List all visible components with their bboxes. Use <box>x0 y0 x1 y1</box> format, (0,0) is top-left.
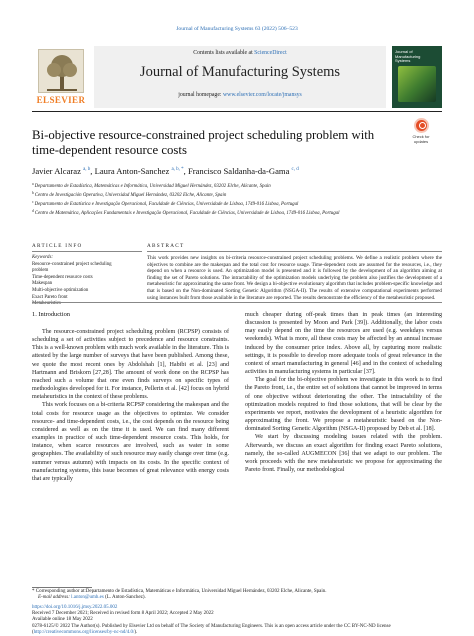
article-title-line-1: Bi-objective resource-constrained project scheduling problem with <box>32 128 375 142</box>
journal-cover-thumbnail[interactable] <box>392 46 442 108</box>
affiliation-mark: a <box>32 182 34 186</box>
received-dates: Received 7 December 2021; Received in revised form 8 April 2022; Accepted 2 May 2022 <box>32 611 214 617</box>
article-footer <box>32 605 442 636</box>
keyword-item: Makespan <box>32 281 53 287</box>
author-name[interactable]: Francisco Saldanha-da-Gama <box>187 166 290 176</box>
affiliation-text: Departamento de Estadística, Matemáticas e Informática, Universidad Miguel Hernández, 03202 Elche, Alicante, Spain <box>34 184 271 189</box>
sciencedirect-link[interactable]: ScienceDirect <box>254 50 287 56</box>
abstract-rule <box>147 251 442 252</box>
keyword-item: Resource-constrained project scheduling <box>32 261 112 267</box>
license-suffix: ). <box>134 629 138 635</box>
license-statement <box>32 624 442 636</box>
author-affiliation-marks[interactable]: c, d <box>291 167 299 172</box>
affiliation-text: Departamento de Estatística e Investigação Operacional, Faculdade de Ciências, Universidade de Lisboa, 1749-016 Lisboa, Portugal <box>34 202 299 208</box>
journal-title: Journal of Manufacturing Systems <box>139 64 341 80</box>
author-affiliation-marks[interactable]: a, b <box>83 167 91 172</box>
article-info-heading: ARTICLE INFO <box>32 243 83 249</box>
check-updates-label-line-1: Check for <box>412 134 430 139</box>
keyword-item: Time-dependent resource costs <box>32 274 93 280</box>
right-column-body <box>245 311 442 474</box>
footnote-email-line <box>32 595 442 601</box>
corresponding-author-footnote <box>32 589 442 602</box>
masthead-divider <box>32 111 442 112</box>
homepage-line <box>94 92 386 98</box>
keyword-item: problem <box>32 268 49 274</box>
affiliation-mark: c <box>32 200 34 205</box>
affiliation-list <box>32 181 442 217</box>
doi-link[interactable]: https://doi.org/10.1016/j.jmsy.2022.05.002 <box>32 605 118 610</box>
author-name[interactable]: Javier Alcaraz <box>32 166 81 176</box>
check-updates-icon <box>414 118 429 133</box>
keyword-item: Multi-objective optimization <box>32 287 89 293</box>
check-for-updates-button[interactable] <box>401 118 441 150</box>
masthead <box>32 46 442 108</box>
cover-image <box>398 66 436 102</box>
body-paragraph: much cheaper during off-peak times than in peak times (an interesting discussion is presented by Moon and Park [39]). Additionally, the labor costs may easily depend on the time the resources are used (e.g. weekdays versus weekends). What is more, all these costs may be affected by an annual increase induced by the consumer price index. Above all, by capturing more realistic settings, it is possible to develop more adequate tools of great relevance in the context of smart manufacturing in general [46] and in the context of scheduling activities in manufacturing systems in particular [37]. <box>245 312 442 376</box>
cover-title <box>395 50 420 64</box>
left-column-body <box>32 328 229 483</box>
abstract-bottom-rule <box>32 302 442 303</box>
email-label: E-mail address: <box>38 595 70 601</box>
article-info-rule <box>32 251 142 252</box>
contents-prefix: Contents lists available at <box>193 50 253 56</box>
footnote-rule <box>32 587 92 588</box>
affiliation-item <box>32 208 442 217</box>
abstract-text: This work provides new insights on bi-criteria resource-constrained project scheduling problems. We define a realistic problem where the objectives to combine are the makespan and the total cost for resource usage. Time-dependent costs are assumed for the resources, i.e., they depend on when a resource is used. An optimization model is presented and it is followed by the development of an algorithm aiming at finding the set of Pareto solutions. The intractability of the optimization models underlying the problem also justifies the development of a metaheuristic for approximating the same front. We design a bi-objective evolutionary algorithm that includes problem-specific knowledge and that is based on the Non-dominated Sorting Genetic Algorithm (NSGA-II). The results of extensive computational experiments performed using instances built from those available in the literature are reported. The results demonstrate the efficiency of the metaheuristic proposed. <box>147 255 442 301</box>
available-online: Available online 18 May 2022 <box>32 617 93 623</box>
cover-title-line-3: Systems <box>395 58 411 64</box>
affiliation-item <box>32 181 442 190</box>
affiliation-item <box>32 190 442 199</box>
body-paragraph: The goal for the bi-objective problem we investigate in this work is to find the Pareto front, i.e., the entire set of solutions that cannot be improved in terms of one objective without deteriorating the other. The intractability of the optimization models required to find those solutions, that will be clear by the experiments we report, motivates the development of a heuristic algorithm for approximating the front. We propose a metaheuristic based on the Non-dominated Sorting Genetic Algorithm (NSGA-II) proposed by Deb et al. [18]. <box>245 377 442 433</box>
cover-title-line-2: Manufacturing <box>395 53 421 59</box>
body-paragraph: We start by discussing modeling issues related with the problem. Afterwards, we discuss an exact algorithm for finding exact Pareto solutions, namely, the so-called AUGMECON [36] that we adapt to our problem. The work proceeds with the new metaheuristic we propose for approximating the Pareto front. Finally, our methodological <box>245 434 442 473</box>
elsevier-logo[interactable] <box>32 46 90 108</box>
journal-header-band <box>94 46 386 108</box>
affiliation-text: Centro de Investigación Operativa, Universidad Miguel Hernández, 03202 Elche, Alicante, Spain <box>34 193 227 199</box>
abstract-heading: ABSTRACT <box>147 243 185 249</box>
check-updates-label-line-2: updates <box>413 138 429 144</box>
license-link[interactable]: http://creativecommons.org/licenses/by-nc-nd/4.0/ <box>33 629 135 635</box>
keywords-title: Keywords: <box>32 255 54 260</box>
affiliation-mark: d <box>32 209 34 214</box>
keyword-item: Metaheuristics <box>32 301 61 307</box>
journal-citation[interactable]: Journal of Manufacturing Systems 63 (2022) 506–523 <box>176 26 298 32</box>
publisher-name: ELSEVIER <box>36 95 86 105</box>
footnote-mark: * <box>32 589 35 594</box>
affiliation-item <box>32 199 442 208</box>
affiliation-text: Centro de Matemática, Aplicações Fundamentais e Investigação Operacional, Faculdade de Ciências, Universidade de Lisboa, 1749-016 Lisboa, Portugal <box>34 211 340 217</box>
author-affiliation-marks[interactable]: a, b, * <box>171 167 184 172</box>
article-title <box>32 128 402 158</box>
body-paragraph: This work focuses on a bi-criteria RCPSP considering the makespan and the total costs for resource usage as the objectives to optimize. We consider resource- and time-dependent costs, i.e., the cost depends on the resource being considered as well as on the time it is used. We can find many different examples in practice of such time-dependent resource costs. This holds, for instance, when scarce resources are involved, such as water in some geographies. The availability of such resource may easily change over time (e.g. summer versus autumn) with impacts on its costs. In the specific context of manufacturing systems, this issue becomes of great relevance with energy costs that are typically <box>32 402 229 482</box>
introduction-heading: 1. Introduction <box>32 311 70 318</box>
journal-homepage-link[interactable]: www.elsevier.com/locate/jmansys <box>222 92 302 98</box>
email-suffix: (L. Anton-Sanchez). <box>105 595 146 601</box>
keyword-item: Exact Pareto front <box>32 294 68 300</box>
cover-title-line-1: Journal of <box>395 49 413 54</box>
homepage-prefix: journal homepage: <box>178 92 222 98</box>
author-email-link[interactable]: l.anton@umh.es <box>71 595 104 601</box>
contents-line <box>94 50 386 56</box>
check-updates-label <box>401 135 441 144</box>
elsevier-tree-icon <box>38 49 84 93</box>
article-title-line-2: time-dependent resource costs <box>32 143 187 157</box>
affiliation-mark: b <box>32 191 34 196</box>
body-paragraph: The resource-constrained project scheduling problem (RCPSP) consists of scheduling a set of activities subject to precedence and resource constraints. This is a well-known problem with much work available in the literature. This is attested by the large number of surveys that have been published. Among these, we quote the most recent ones by Abdolshah [1], Habibi et al. [23] and Hartmann and Briskorn [27,28]. The amount of work done on the RCPSP has reached such a volume that one even finds surveys on specific types of methodologies developed for it. For instance, Pellerin et al. [42] focus on hybrid metaheuristics in the context of these problems. <box>32 329 229 401</box>
author-name[interactable]: Laura Anton-Sanchez <box>94 166 170 176</box>
license-text: 0278-6125/© 2022 The Author(s). Published by Elsevier Ltd on behalf of The Society of Manufacturing Engineers. This is an open access article under the CC BY-NC-ND license ( <box>32 623 391 635</box>
keywords-block <box>32 255 142 308</box>
footnote-text: Corresponding author at:Departamento de Estadística, Matemáticas e Informática, Universidad Miguel Hernández, 03202 Elche, Alicante, Spain. <box>35 589 327 594</box>
author-list: Javier Alcaraz $^{a, b}$, Laura Anton-Sanchez $^{a, b, *}$, Francisco Saldanha-da-Gama $^{c, d}$ <box>32 166 299 176</box>
